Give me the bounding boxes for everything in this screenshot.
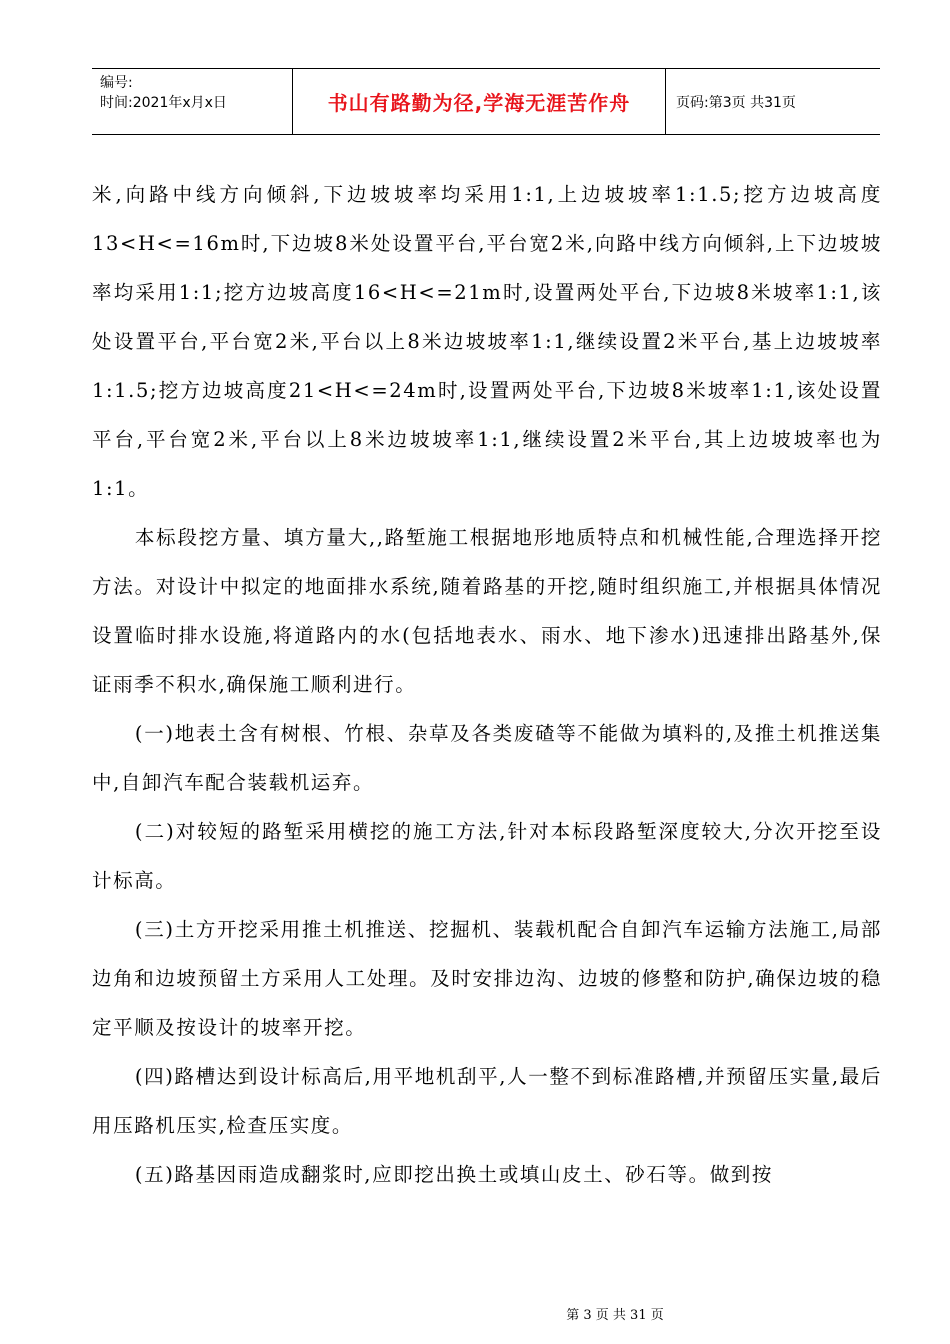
page-header	[92, 68, 880, 135]
number-label: 编号:	[100, 75, 133, 91]
header-meta	[92, 69, 293, 134]
header-page-label: 页码:第3页 共31页	[676, 94, 796, 111]
paragraph: (二)对较短的路堑采用横挖的施工方法,针对本标段路堑深度较大,分次开挖至设计标高。	[92, 820, 882, 892]
time-label: 时间:2021年x月x日	[100, 95, 227, 111]
paragraph: (四)路槽达到设计标高后,用平地机刮平,人一整不到标准路槽,并预留压实量,最后用压路机压实,检查压实度。	[92, 1065, 882, 1137]
paragraph: (一)地表土含有树根、竹根、杂草及各类废碴等不能做为填料的,及推土机推送集中,自卸汽车配合装载机运弃。	[92, 722, 882, 794]
page-footer: 第 3 页 共 31 页	[566, 1308, 664, 1323]
paragraph: (三)土方开挖采用推土机推送、挖掘机、装载机配合自卸汽车运输方法施工,局部边角和边坡预留土方采用人工处理。及时安排边沟、边坡的修整和防护,确保边坡的稳定平顺及按设计的坡率开挖。	[92, 918, 882, 1039]
paragraph: (五)路基因雨造成翻浆时,应即挖出换土或填山皮土、砂石等。做到按	[134, 1163, 774, 1186]
paragraph: 米,向路中线方向倾斜,下边坡坡率均采用1:1,上边坡坡率1:1.5;挖方边坡高度13<H<=16m时,下边坡8米处设置平台,平台宽2米,向路中线方向倾斜,上下边坡坡率均采用1:1;挖方边坡高度16<H<=21m时,设置两处平台,下边坡8米坡率1:1,该处设置平台,平台宽2米,平台以上8米边坡坡率1:1,继续设置2米平台,基上边坡坡率1:1.5;挖方边坡高度21<H<=24m时,设置两处平台,下边坡8米坡率1:1,该处设置平台,平台宽2米,平台以上8米边坡坡率1:1,继续设置2米平台,其上边坡坡率也为1:1。	[92, 183, 882, 500]
header-motto: 书山有路勤为径,学海无涯苦作舟	[293, 69, 666, 134]
paragraph: 本标段挖方量、填方量大,,路堑施工根据地形地质特点和机械性能,合理选择开挖方法。对设计中拟定的地面排水系统,随着路基的开挖,随时组织施工,并根据具体情况设置临时排水设施,将道路内的水(包括地表水、雨水、地下渗水)迅速排出路基外,保证雨季不积水,确保施工顺利进行。	[92, 526, 882, 696]
document-body	[92, 170, 882, 1199]
